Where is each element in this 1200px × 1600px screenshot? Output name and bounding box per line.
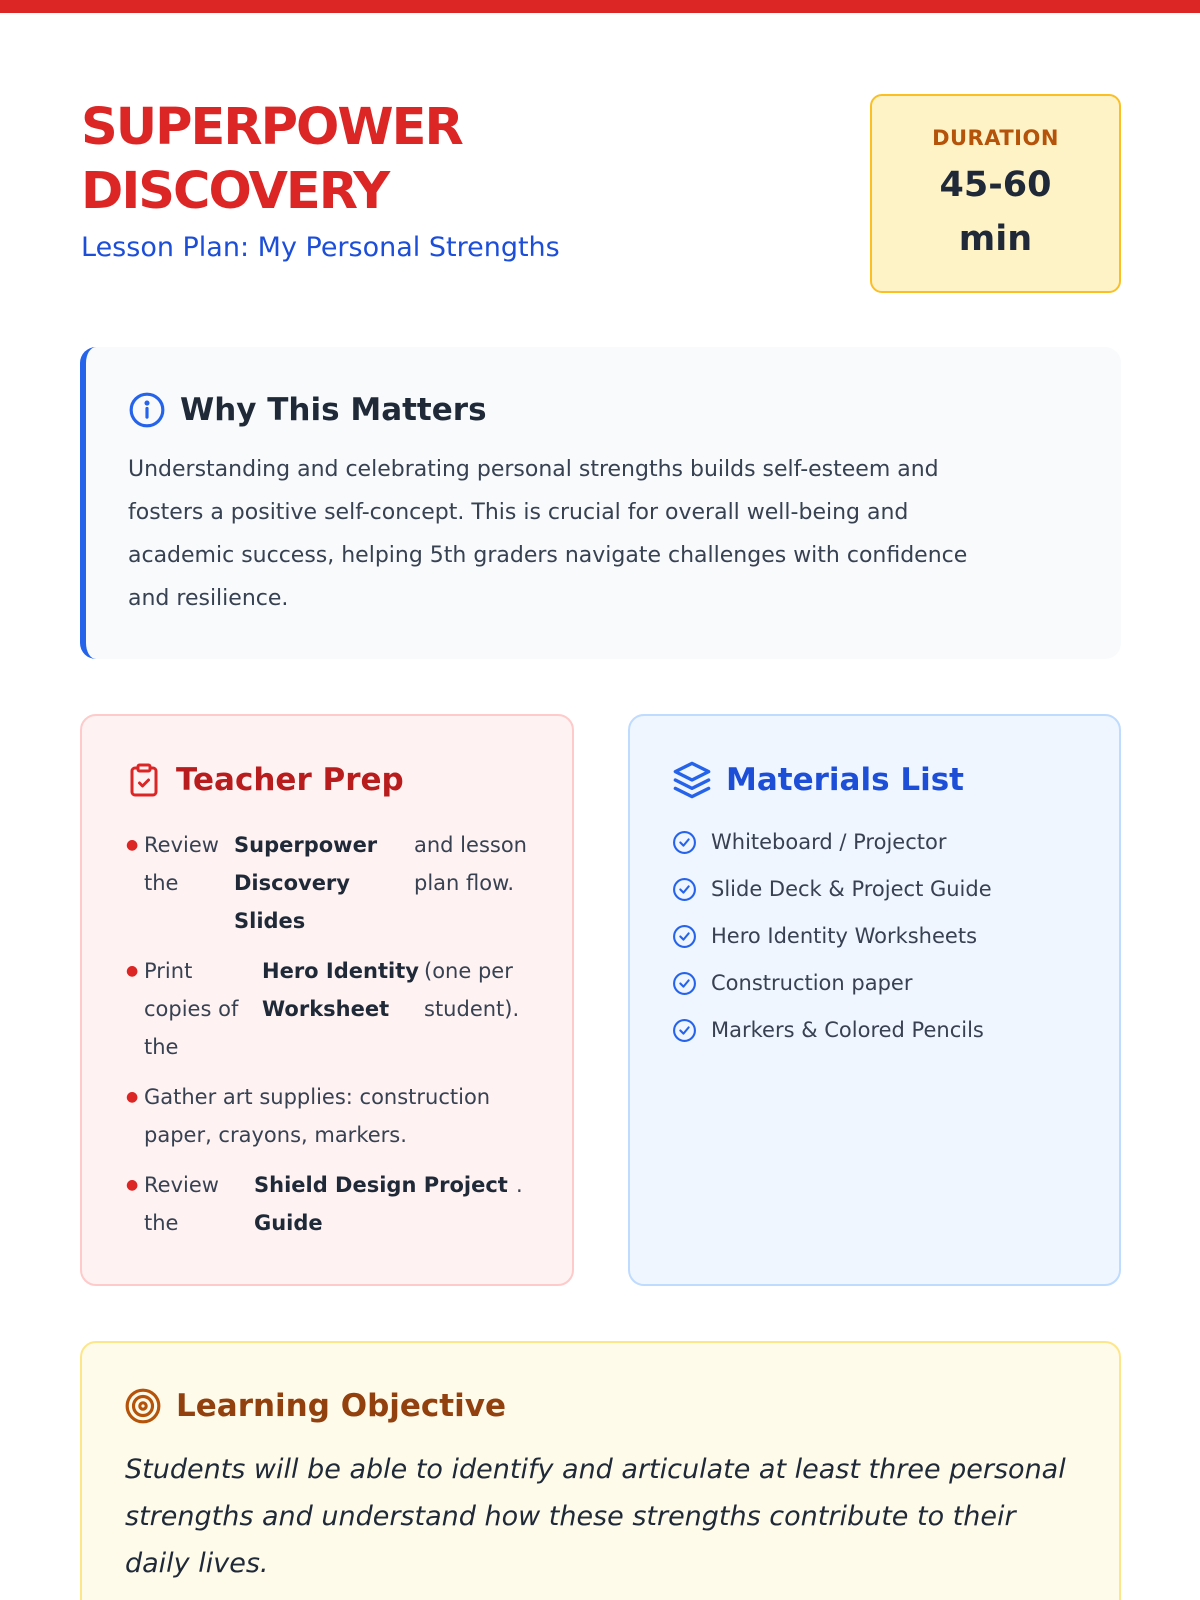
check-circle-icon	[672, 924, 697, 949]
check-circle-icon	[672, 830, 697, 855]
teacher-prep-card	[80, 714, 574, 1286]
teacher-prep-title: Teacher Prep	[176, 762, 404, 798]
material-label: Whiteboard / Projector	[711, 830, 947, 854]
bullet-dot-icon: ●	[126, 1177, 139, 1193]
materials-list-card	[628, 714, 1121, 1286]
prep-item-text: Print copies of the	[144, 959, 239, 1059]
page-title: SUPERPOWER DISCOVERY	[81, 98, 462, 221]
material-label: Hero Identity Worksheets	[711, 924, 978, 948]
check-circle-icon	[672, 877, 697, 902]
prep-item-text: Gather art supplies: construction paper, crayons, markers.	[144, 1085, 491, 1147]
page-subtitle: Lesson Plan: My Personal Strengths	[81, 232, 560, 263]
info-icon	[128, 391, 166, 429]
clipboard-check-icon	[126, 761, 162, 799]
prep-item-bold: Shield Design Project Guide	[254, 1173, 508, 1235]
objective-title: Learning Objective	[176, 1388, 506, 1424]
layers-icon	[672, 760, 712, 800]
target-icon	[124, 1387, 162, 1425]
duration-value: 45-60 min	[939, 165, 1052, 259]
materials-header	[672, 760, 964, 800]
duration-label: DURATION	[932, 126, 1059, 150]
list-item	[672, 1007, 992, 1054]
objective-header	[124, 1386, 506, 1426]
list-item	[672, 913, 992, 960]
materials-list	[672, 819, 992, 1054]
material-label: Slide Deck & Project Guide	[711, 877, 992, 901]
why-header	[128, 390, 487, 430]
list-item	[672, 866, 992, 913]
materials-title: Materials List	[726, 762, 964, 798]
list-item	[126, 1166, 536, 1242]
prep-item-text: (one per student).	[424, 959, 520, 1021]
list-item	[126, 826, 536, 940]
prep-item-text: Review the	[144, 1173, 219, 1235]
why-text: Understanding and celebrating personal strengths builds self-esteem and fosters a positive self-concept. This is crucial for overall well-being and academic success, helping 5th graders navigate challenges with confidence and resilience.	[128, 457, 968, 611]
top-accent-bar	[0, 0, 1200, 13]
bullet-dot-icon: ●	[126, 1089, 139, 1105]
material-label: Markers & Colored Pencils	[711, 1018, 984, 1042]
list-item	[672, 960, 992, 1007]
teacher-prep-header	[126, 760, 404, 800]
bullet-dot-icon: ●	[126, 963, 139, 979]
list-item	[126, 1078, 536, 1154]
why-title: Why This Matters	[180, 392, 487, 428]
prep-item-bold: Hero Identity Worksheet	[262, 959, 419, 1021]
teacher-prep-list	[126, 826, 536, 1254]
objective-text: Students will be able to identify and articulate at least three personal strengths and understand how these strengths contribute to their daily lives.	[125, 1454, 1066, 1579]
prep-item-bold: Superpower Discovery Slides	[234, 833, 378, 933]
why-this-matters-card	[80, 347, 1121, 659]
check-circle-icon	[672, 1018, 697, 1043]
prep-item-text: .	[516, 1173, 523, 1197]
duration-card	[870, 94, 1121, 293]
check-circle-icon	[672, 971, 697, 996]
list-item	[126, 952, 536, 1066]
learning-objective-card	[80, 1341, 1121, 1600]
prep-item-text: and lesson plan flow.	[414, 833, 527, 895]
prep-item-text: Review the	[144, 833, 219, 895]
bullet-dot-icon: ●	[126, 837, 139, 853]
list-item	[672, 819, 992, 866]
material-label: Construction paper	[711, 971, 913, 995]
